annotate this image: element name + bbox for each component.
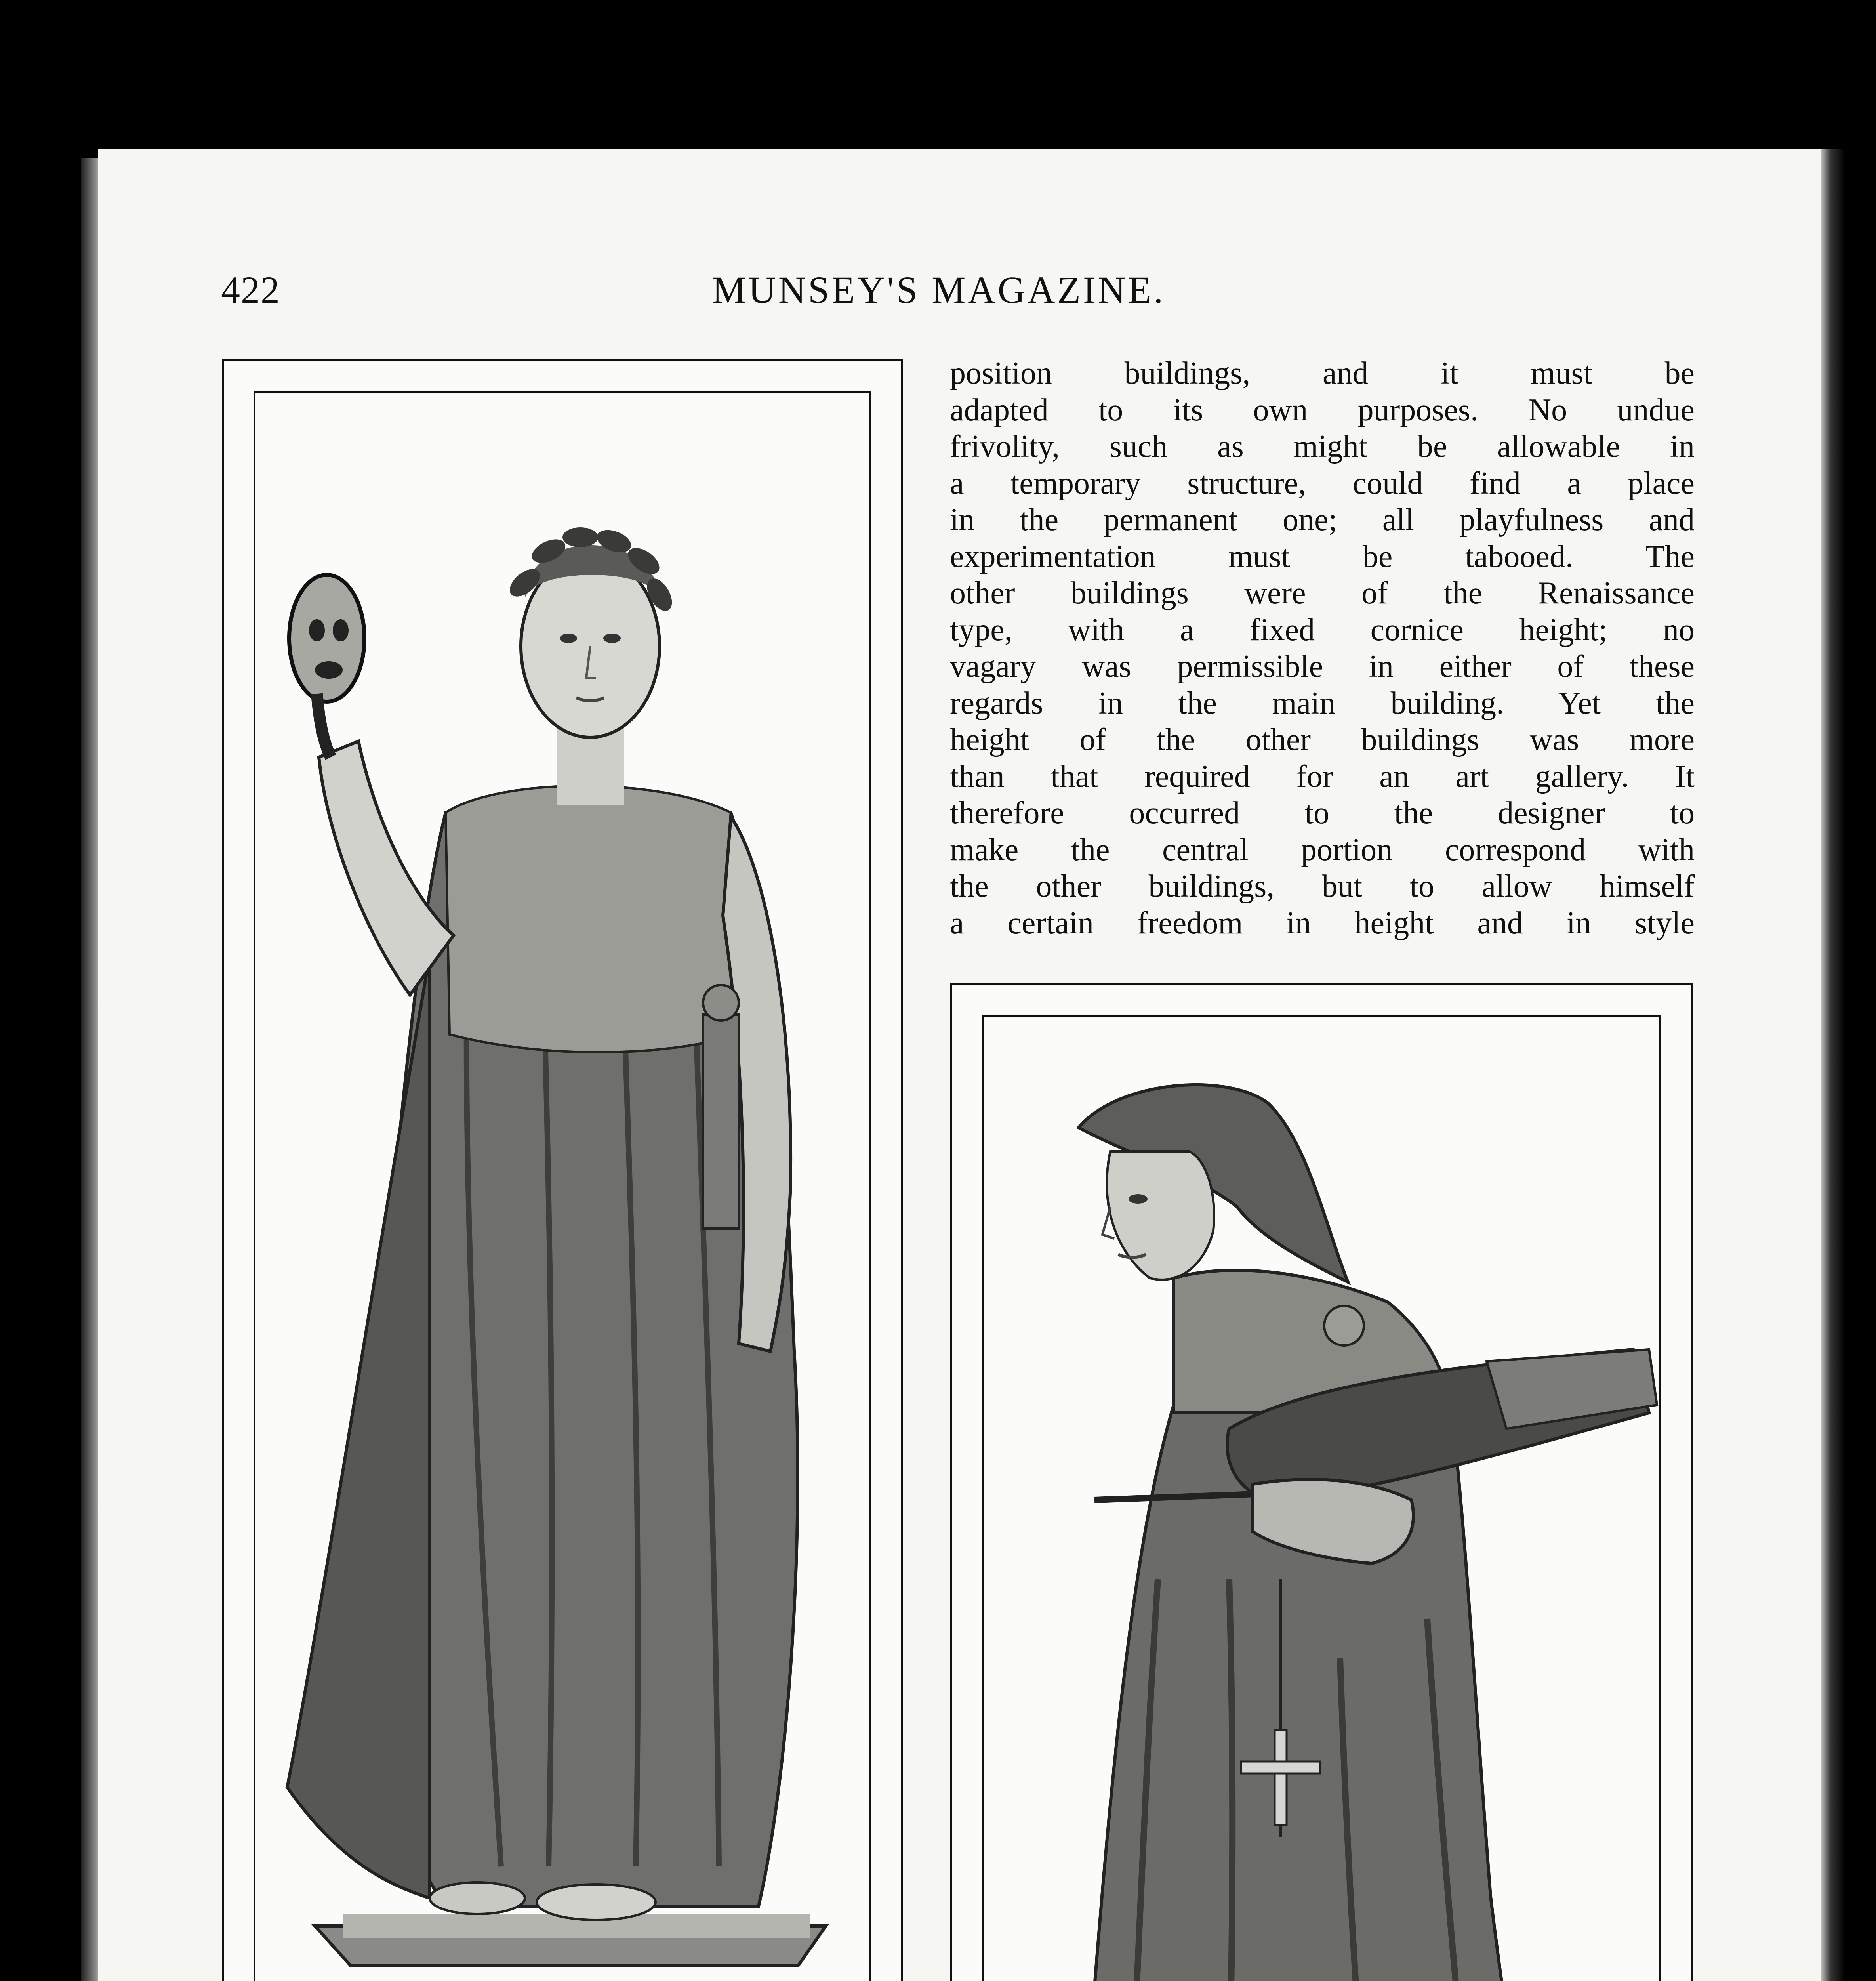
text-line: in the permanent one; all playfulness and — [950, 502, 1695, 537]
text-line: adapted to its own purposes. No undue — [950, 392, 1695, 427]
text-line: type, with a fixed cornice height; no — [950, 612, 1695, 647]
text-line: experimentation must be tabooed. The — [950, 539, 1695, 574]
text-line: the other buildings, but to allow himself — [950, 869, 1695, 904]
text-line: regards in the main building. Yet the — [950, 685, 1695, 721]
next-page-edge — [1821, 149, 1845, 1981]
text-line: a temporary structure, could find a place — [950, 466, 1695, 501]
figure-classic-art-frame — [222, 359, 903, 1981]
text-line: frivolity, such as might be allowable in — [950, 429, 1695, 464]
text-line: vagary was permissible in either of these — [950, 649, 1695, 684]
page-number: 422 — [221, 269, 280, 311]
text-line: a certain freedom in height and in style — [950, 905, 1695, 941]
classic-art-statue-image — [224, 361, 901, 1981]
running-title: MUNSEY'S MAGAZINE. — [712, 269, 1165, 311]
page-header — [98, 268, 1821, 319]
magazine-page — [98, 149, 1821, 1981]
figure-renaissance-art-frame — [950, 983, 1693, 1981]
text-line: position buildings, and it must be — [950, 356, 1695, 391]
text-line: than that required for an art gallery. It — [950, 759, 1695, 794]
renaissance-art-statue-image — [952, 985, 1691, 1981]
text-line: make the central portion correspond with — [950, 832, 1695, 867]
text-line: therefore occurred to the designer to — [950, 796, 1695, 830]
text-line: height of the other buildings was more — [950, 722, 1695, 757]
text-line: other buildings were of the Renaissance — [950, 576, 1695, 611]
right-column-text — [950, 355, 1695, 941]
